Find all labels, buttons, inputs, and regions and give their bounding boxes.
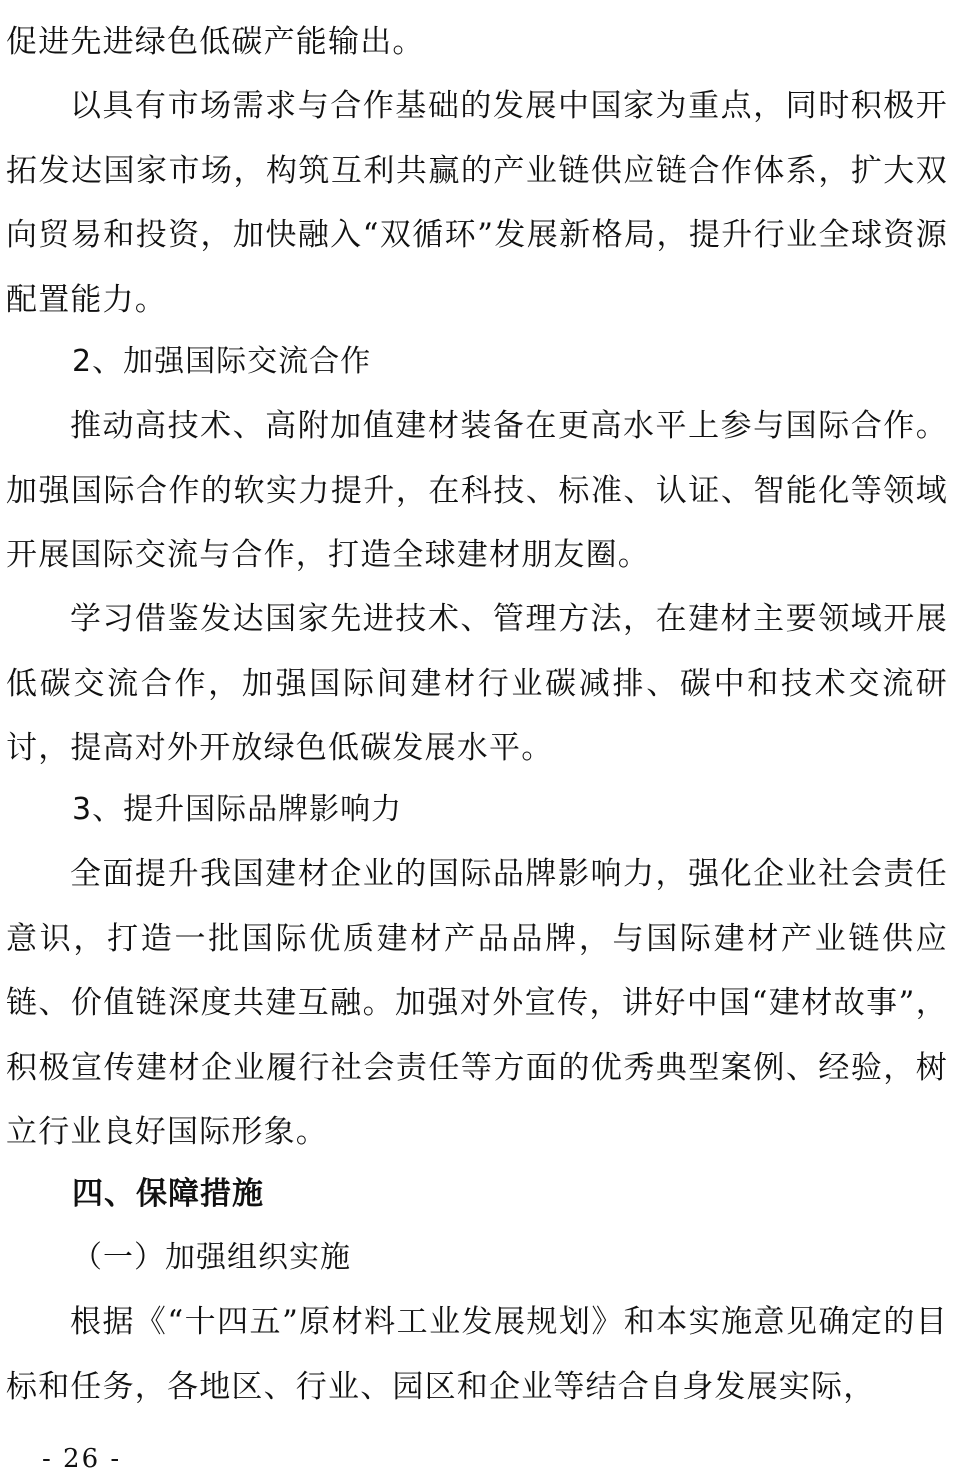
section-4-block [0, 1162, 960, 1226]
paragraph: 根据《“十四五”原材料工业发展规划》和本实施意见确定的目标和任务，各地区、行业、园区和企业等结合自身发展实际， [6, 1304, 948, 1405]
paragraph-3-block [0, 394, 960, 588]
subsection-1-block [0, 1226, 960, 1290]
subheading-2-block [0, 330, 960, 394]
paragraph-6-block [0, 1290, 960, 1419]
section-heading: 四、保障措施 [72, 1176, 264, 1212]
paragraph: 促进先进绿色低碳产能输出。 [6, 24, 425, 60]
paragraph: 以具有市场需求与合作基础的发展中国家为重点，同时积极开拓发达国家市场，构筑互利共赢的产业链供应链合作体系，扩大双向贸易和投资，加快融入“双循环”发展新格局，提升行业全球资源配置能力。 [6, 88, 948, 318]
subheading-3-block [0, 778, 960, 842]
subsection-heading: 3、提升国际品牌影响力 [72, 792, 403, 827]
subsection-heading: （一）加强组织实施 [72, 1240, 351, 1275]
paragraph: 学习借鉴发达国家先进技术、管理方法，在建材主要领域开展低碳交流合作，加强国际间建材行业碳减排、碳中和技术交流研讨，提高对外开放绿色低碳发展水平。 [6, 601, 948, 766]
paragraph: 全面提升我国建材企业的国际品牌影响力，强化企业社会责任意识，打造一批国际优质建材产品品牌，与国际建材产业链供应链、价值链深度共建互融。加强对外宣传，讲好中国“建材故事”，积极宣传建材企业履行社会责任等方面的优秀典型案例、经验，树立行业良好国际形象。 [6, 856, 948, 1150]
paragraph: 推动高技术、高附加值建材装备在更高水平上参与国际合作。加强国际合作的软实力提升，在科技、标准、认证、智能化等领域开展国际交流与合作，打造全球建材朋友圈。 [6, 408, 948, 573]
paragraph-2-block [0, 74, 960, 332]
paragraph-4-block [0, 587, 960, 781]
subsection-heading: 2、加强国际交流合作 [72, 344, 372, 379]
page-number: - 26 - [42, 1444, 122, 1474]
paragraph-1-block [0, 10, 960, 75]
paragraph-5-block [0, 842, 960, 1165]
